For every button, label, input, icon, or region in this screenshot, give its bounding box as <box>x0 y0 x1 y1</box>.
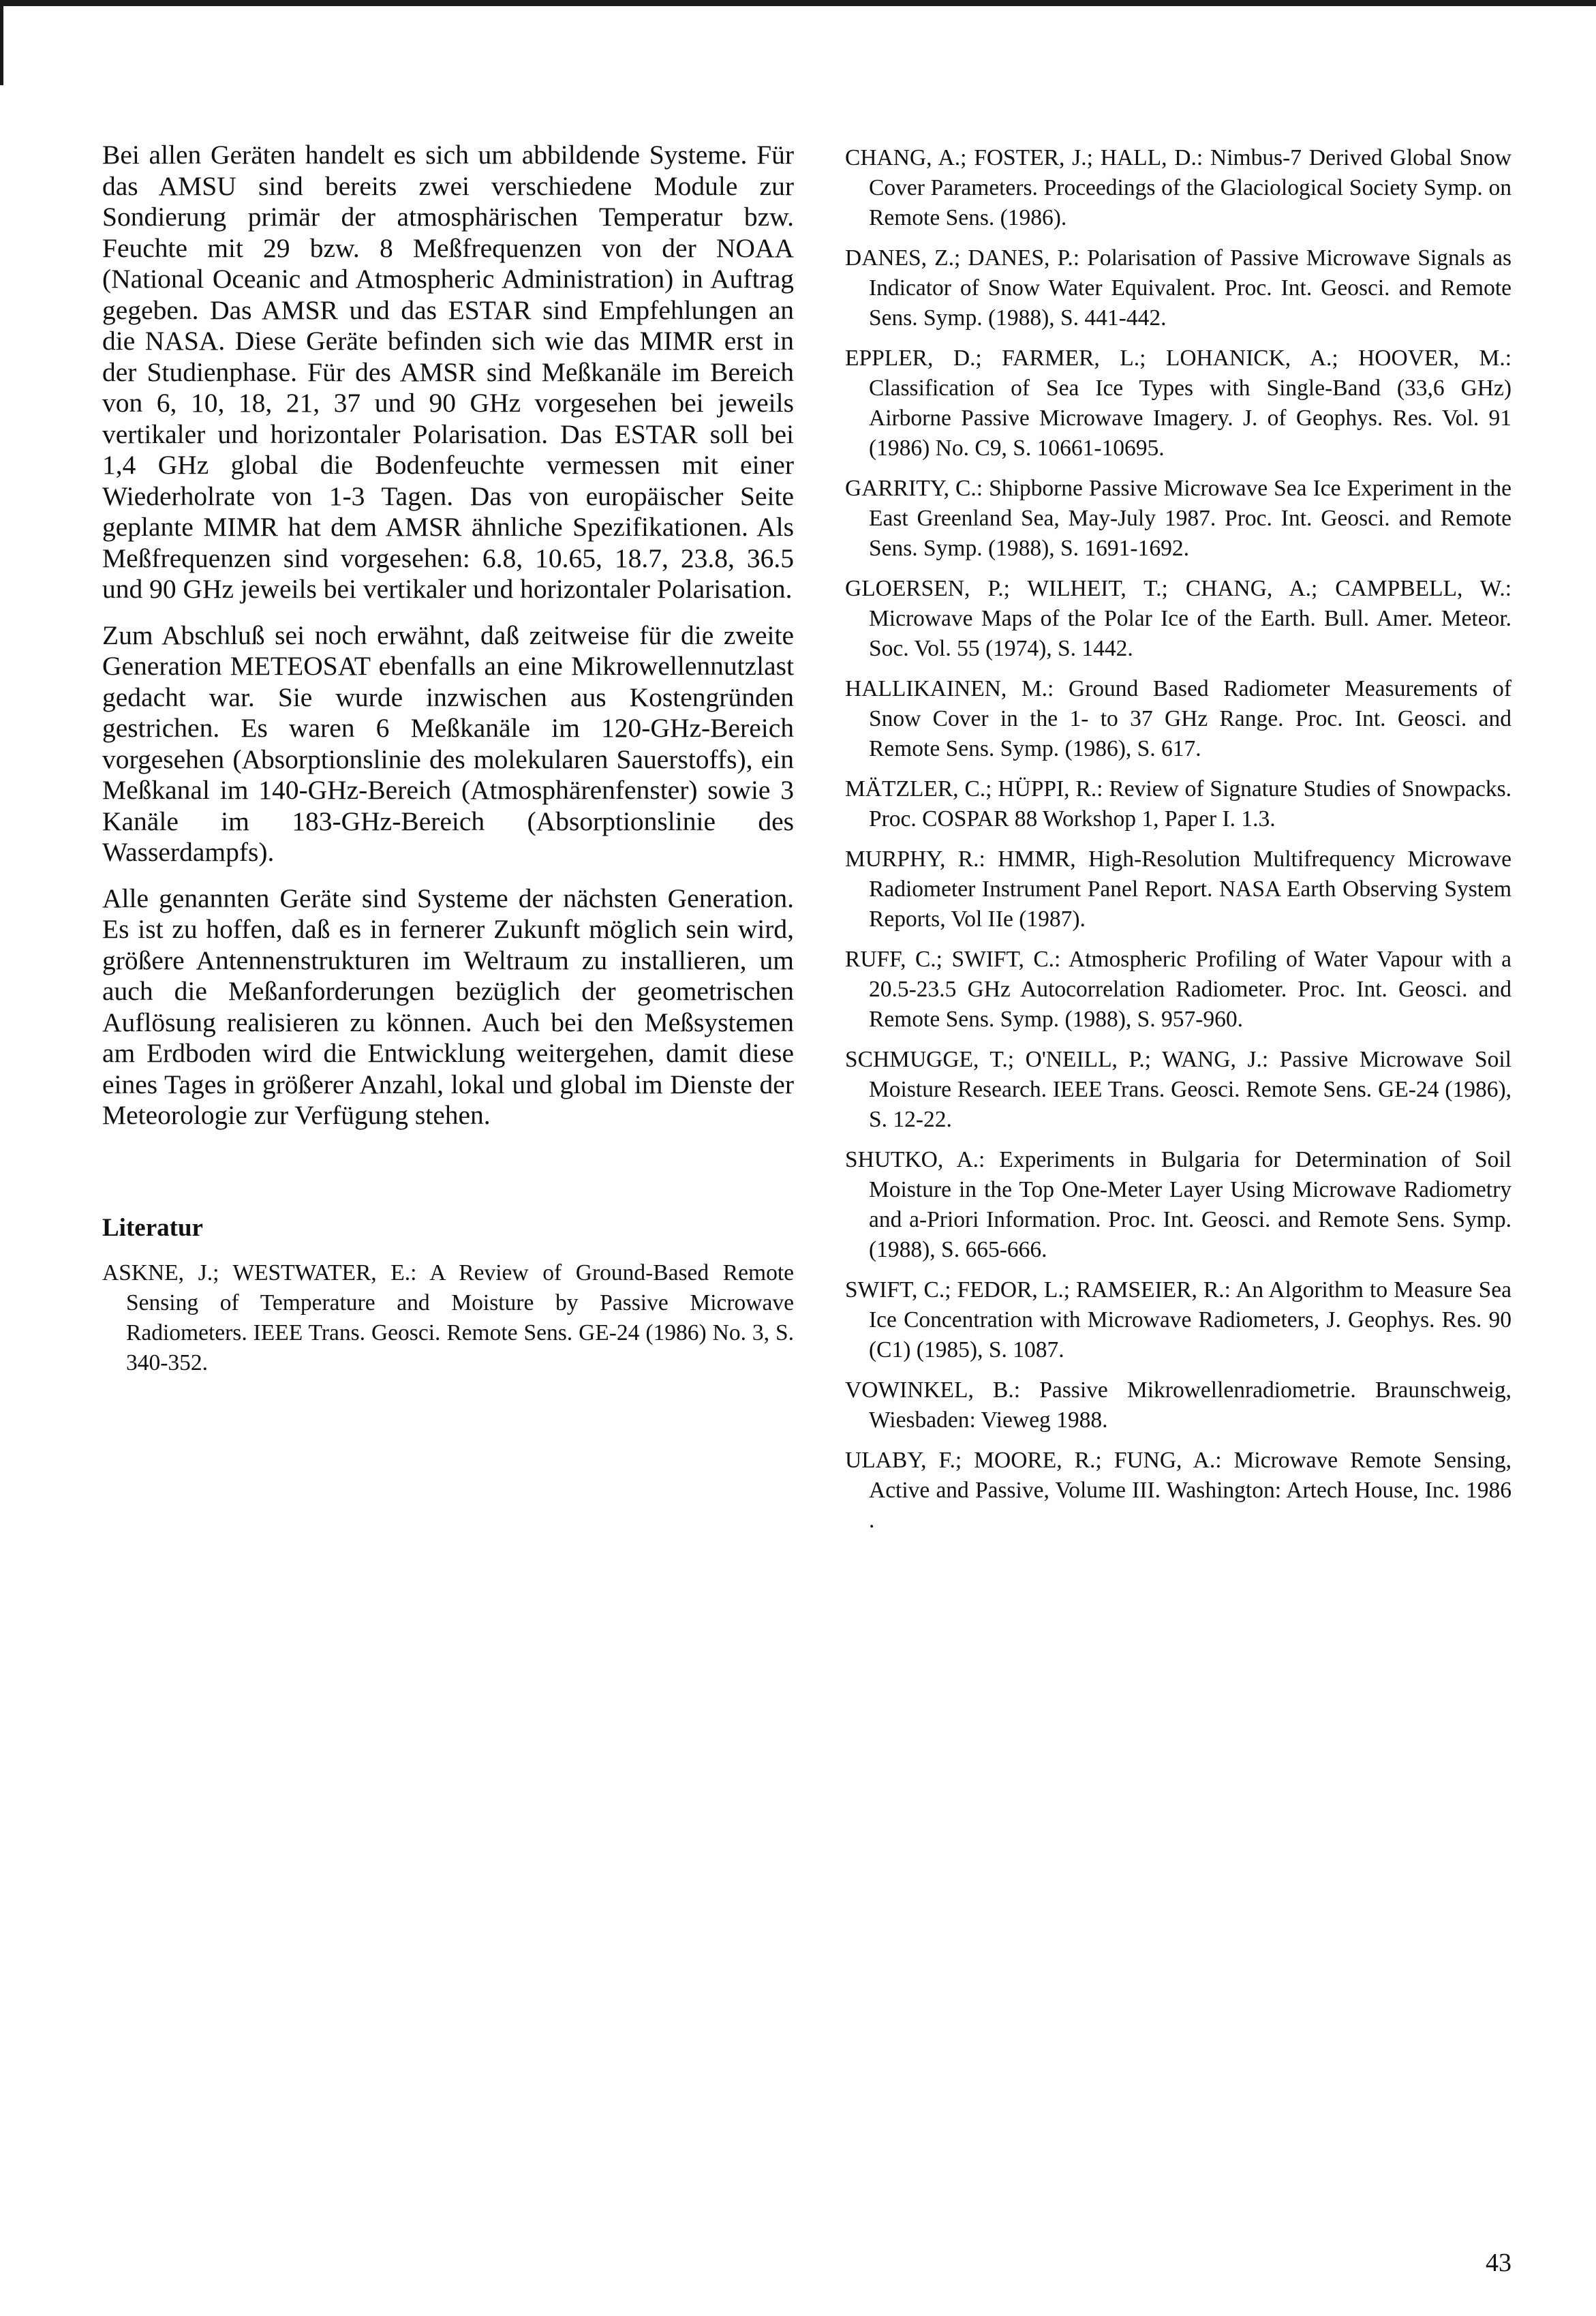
reference-entry: EPPLER, D.; FARMER, L.; LOHANICK, A.; HOOVER, M.: Classification of Sea Ice Types with Single-Band (33,6 GHz) Airborne Passive Microwave Imagery. J. of Geophys. Res. Vol. 91 (1986) No. C9, S. 10661-10695. <box>845 346 1511 461</box>
reference-entry: SWIFT, C.; FEDOR, L.; RAMSEIER, R.: An Algorithm to Measure Sea Ice Concentration with Microwave Radiometers, J. Geophys. Res. 90 (C1) (1985), S. 1087. <box>845 1277 1511 1362</box>
literature-heading: Literatur <box>102 1213 203 1242</box>
reference-entry: SHUTKO, A.: Experiments in Bulgaria for Determination of Soil Moisture in the Top One-Meter Layer Using Microwave Radiometry and a-Priori Information. Proc. Int. Geosci. and Remote Sens. Symp. (1988), S. 665-666. <box>845 1147 1511 1262</box>
reference-entry: CHANG, A.; FOSTER, J.; HALL, D.: Nimbus-7 Derived Global Snow Cover Parameters. Proceedings of the Glaciological Society Symp. on Remote Sens. (1986). <box>845 145 1511 230</box>
page-number: 43 <box>1486 2249 1511 2277</box>
body-paragraph: Zum Abschluß sei noch erwähnt, daß zeitweise für die zweite Generation METEOSAT ebenfalls an eine Mikrowellennutzlast gedacht war. Sie wurde inzwischen aus Kostengründen gestrichen. Es waren 6 Meßkanäle im 120-GHz-Bereich vorgesehen (Absorptionslinie des molekularen Sauerstoffs), ein Meßkanal im 140-GHz-Bereich (Atmosphärenfenster) sowie 3 Kanäle im 183-GHz-Bereich (Absorptionslinie des Wasserdampfs). <box>102 620 794 867</box>
reference-entry: ULABY, F.; MOORE, R.; FUNG, A.: Microwave Remote Sensing, Active and Passive, Volume III. Washington: Artech House, Inc. 1986 . <box>845 1448 1511 1533</box>
reference-entry: MÄTZLER, C.; HÜPPI, R.: Review of Signature Studies of Snowpacks. Proc. COSPAR 88 Workshop 1, Paper I. 1.3. <box>845 776 1511 832</box>
reference-entry: GLOERSEN, P.; WILHEIT, T.; CHANG, A.; CAMPBELL, W.: Microwave Maps of the Polar Ice of the Earth. Bull. Amer. Meteor. Soc. Vol. 55 (1974), S. 1442. <box>845 576 1511 661</box>
reference-entry: DANES, Z.; DANES, P.: Polarisation of Passive Microwave Signals as Indicator of Snow Water Equivalent. Proc. Int. Geosci. and Remote Sens. Symp. (1988), S. 441-442. <box>845 245 1511 331</box>
reference-entry: MURPHY, R.: HMMR, High-Resolution Multifrequency Microwave Radiometer Instrument Panel Report. NASA Earth Observing System Reports, Vol IIe (1987). <box>845 847 1511 932</box>
scan-top-edge <box>0 0 1596 6</box>
left-column <box>102 140 794 1388</box>
right-column <box>845 143 1511 1546</box>
body-paragraph: Bei allen Geräten handelt es sich um abbildende Systeme. Für das AMSU sind bereits zwei verschiedene Module zur Sondierung primär der atmosphärischen Temperatur bzw. Feuchte mit 29 bzw. 8 Meßfrequenzen von der NOAA (National Oceanic and Atmospheric Administration) in Auftrag gegeben. Das AMSR und das ESTAR sind Empfehlungen an die NASA. Diese Geräte befinden sich wie das MIMR erst in der Studienphase. Für des AMSR sind Meßkanäle im Bereich von 6, 10, 18, 21, 37 und 90 GHz vorgesehen bei jeweils vertikaler und horizontaler Polarisation. Das ESTAR soll bei 1,4 GHz global die Bodenfeuchte vermessen mit einer Wiederholrate von 1-3 Tagen. Das von europäischer Seite geplante MIMR hat dem AMSR ähnliche Spezifikationen. Als Meßfrequenzen sind vorgesehen: 6.8, 10.65, 18.7, 23.8, 36.5 und 90 GHz jeweils bei vertikaler und horizontaler Polarisation. <box>102 140 794 604</box>
scan-left-edge <box>0 0 3 85</box>
reference-entry: GARRITY, C.: Shipborne Passive Microwave Sea Ice Experiment in the East Greenland Sea, May-July 1987. Proc. Int. Geosci. and Remote Sens. Symp. (1988), S. 1691-1692. <box>845 476 1511 561</box>
reference-entry: SCHMUGGE, T.; O'NEILL, P.; WANG, J.: Passive Microwave Soil Moisture Research. IEEE Trans. Geosci. Remote Sens. GE-24 (1986), S. 12-22. <box>845 1047 1511 1132</box>
reference-entry: ASKNE, J.; WESTWATER, E.: A Review of Ground-Based Remote Sensing of Temperature and Moisture by Passive Microwave Radiometers. IEEE Trans. Geosci. Remote Sens. GE-24 (1986) No. 3, S. 340-352. <box>102 1260 794 1375</box>
body-paragraph: Alle genannten Geräte sind Systeme der nächsten Generation. Es ist zu hoffen, daß es in fernerer Zukunft möglich sein wird, größere Antennenstrukturen im Weltraum zu installieren, um auch die Meßanforderungen bezüglich der geometrischen Auflösung realisieren zu können. Auch bei den Meßsystemen am Erdboden wird die Entwicklung weitergehen, damit diese eines Tages in größerer Anzahl, lokal und global im Dienste der Meteorologie zur Verfügung stehen. <box>102 883 794 1130</box>
reference-entry: RUFF, C.; SWIFT, C.: Atmospheric Profiling of Water Vapour with a 20.5-23.5 GHz Autocorrelation Radiometer. Proc. Int. Geosci. and Remote Sens. Symp. (1988), S. 957-960. <box>845 947 1511 1032</box>
reference-entry: VOWINKEL, B.: Passive Mikrowellenradiometrie. Braunschweig, Wiesbaden: Vieweg 1988. <box>845 1377 1511 1433</box>
reference-entry: HALLIKAINEN, M.: Ground Based Radiometer Measurements of Snow Cover in the 1- to 37 GHz Range. Proc. Int. Geosci. and Remote Sens. Symp. (1986), S. 617. <box>845 676 1511 761</box>
